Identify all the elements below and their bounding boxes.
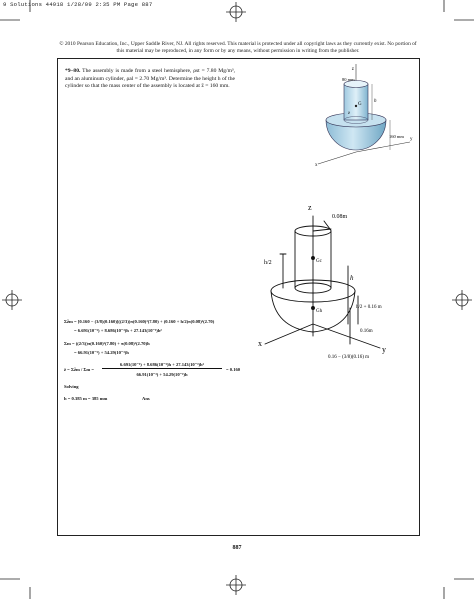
problem-statement	[65, 68, 235, 91]
sketch-z-label: z	[308, 203, 312, 212]
fig-G-label: G	[358, 102, 362, 107]
copyright-notice: © 2010 Pearson Education, Inc., Upper Saddle River, NJ. All rights reserved. This material is protected under all copyright laws as they currently exist. No portion of this material may be reproduced, in any form or by any means, without permission in writing from the publisher.	[59, 41, 417, 54]
sketch-Gc-label: Gc	[316, 259, 322, 264]
page-number: 887	[232, 545, 242, 551]
eq-zbar-denominator: 66.91(10⁻³) + 54.29(10⁻³)h	[136, 372, 188, 377]
fig-x-label: x	[315, 163, 318, 168]
sketch-h-label: h	[350, 274, 354, 282]
sketch-Gh-label: Gh	[316, 309, 323, 314]
sketch-half-h: h/2	[264, 260, 272, 266]
sketch-radius-label: 0.08m	[332, 214, 348, 220]
solving-label: Solving	[64, 384, 79, 389]
eq-sum-zm-result: = 6.691(10⁻³) + 8.686(10⁻³)h + 27.143(10⁻³)h²	[74, 328, 162, 333]
mass-center-point	[355, 105, 357, 107]
problem-text: The assembly is made from a steel hemisphere, ρst = 7.80 Mg/m³, and an aluminum cylinder, ρal = 2.70 Mg/m³. Determine the height h of the cylinder so that the mass center of the assembly is located at z̄ = 160 mm.	[65, 68, 235, 90]
fig-zbar-label: z̄	[348, 110, 350, 115]
answer-tag: Ans	[142, 396, 150, 401]
sketch-dim-a: h/2 + 0.16 m	[356, 305, 382, 310]
eq-zbar-numerator: 6.691(10⁻³) + 8.686(10⁻³)h + 27.143(10⁻³)h²	[102, 362, 222, 369]
sketch-dim-b: 0.16m	[360, 329, 373, 334]
solution-sketch	[250, 196, 400, 371]
fig-dim-top: 80 mm	[342, 77, 355, 82]
sketch-x-label: x	[258, 339, 262, 348]
problem-number: *9–80.	[65, 68, 81, 74]
fig-dim-bottom: 160 mm	[389, 134, 404, 139]
assembly-figure	[310, 62, 415, 170]
print-slug: 9 Solutions 44918 1/28/09 2:35 PM Page 887	[3, 1, 153, 8]
fig-x-axis	[318, 152, 356, 164]
eq-sum-zm: Σz̃m = [0.160 − (3/8)(0.160)]((2/3))π(0.160)³(7.80) + (0.160 + h/2)π(0.08)²(2.70)	[64, 319, 215, 324]
eq-sum-m-result: = 66.91(10⁻³) + 54.29(10⁻³)h	[74, 350, 129, 355]
eq-zbar-lhs: z̄ = Σz̃m / Σm =	[64, 367, 94, 372]
fig-z-label: z	[351, 67, 354, 72]
fig-dim-h: h	[374, 99, 377, 104]
eq-sum-m: Σm = ((2/3))π(0.160)³(7.80) + π(0.08)²(2.70)h	[64, 341, 150, 346]
answer: h = 0.385 m = 385 mm	[64, 396, 108, 401]
sketch-x-axis	[265, 324, 313, 344]
sketch-dim-c: 0.16 − (3/8)(0.16) m	[328, 355, 370, 360]
sketch-y-label: y	[382, 345, 386, 354]
sketch-y-axis	[313, 324, 380, 348]
eq-zbar-rhs: = 0.160	[226, 367, 241, 372]
fig-y-label: y	[410, 137, 413, 142]
